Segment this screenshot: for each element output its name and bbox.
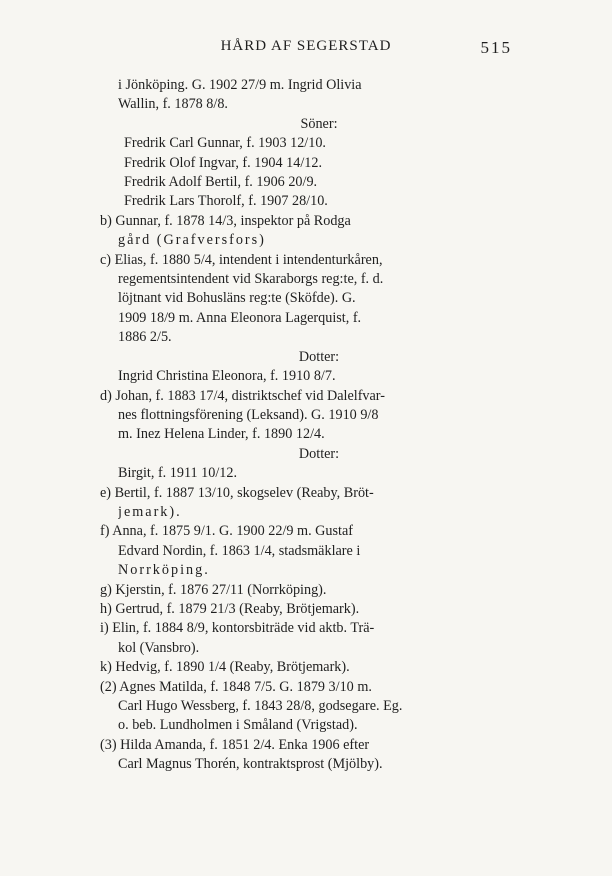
text-line: e) Bertil, f. 1887 13/10, skogselev (Reaby, Bröt- (100, 484, 374, 501)
text-line: 1886 2/5. (118, 329, 172, 346)
text-line: Carl Hugo Wessberg, f. 1843 28/8, godsegare. Eg. (118, 698, 403, 714)
text-line: Fredrik Adolf Bertil, f. 1906 20/9. (124, 174, 318, 191)
text-line: Norrköping. (118, 562, 210, 579)
text-line: kol (Vansbro). (118, 639, 200, 656)
section-heading: Dotter: (298, 445, 340, 462)
text-line: Carl Magnus Thorén, kontraktsprost (Mjölby). (118, 756, 383, 773)
text-line: regementsintendent vid Skaraborgs reg:te, f. d. (118, 271, 384, 288)
text-line: (3) Hilda Amanda, f. 1851 2/4. Enka 1906 efter (100, 736, 370, 753)
text-line: Fredrik Carl Gunnar, f. 1903 12/10. (124, 135, 326, 152)
text-line: c) Elias, f. 1880 5/4, intendent i intendenturkåren, (100, 251, 383, 268)
text-line: h) Gertrud, f. 1879 21/3 (Reaby, Brötjemark). (100, 600, 360, 617)
text-line: jemark). (118, 503, 182, 520)
text-line: Birgit, f. 1911 10/12. (118, 465, 238, 482)
text-line: m. Inez Helena Linder, f. 1890 12/4. (118, 426, 325, 443)
text-line: (2) Agnes Matilda, f. 1848 7/5. G. 1879 3/10 m. (100, 678, 372, 695)
text-line: b) Gunnar, f. 1878 14/3, inspektor på Rodga (100, 212, 351, 229)
text-line: k) Hedvig, f. 1890 1/4 (Reaby, Brötjemark). (100, 659, 350, 676)
text-line: Edvard Nordin, f. 1863 1/4, stadsmäklare i (118, 542, 361, 559)
page-number: 515 (480, 38, 512, 57)
section-heading: Söner: (300, 115, 338, 132)
text-line: d) Johan, f. 1883 17/4, distriktschef vid Dalelfvar- (100, 387, 385, 404)
text-line: Wallin, f. 1878 8/8. (118, 96, 228, 113)
text-line: 1909 18/9 m. Anna Eleonora Lagerquist, f. (118, 309, 362, 326)
text-line: löjtnant vid Bohusläns reg:te (Sköfde). G. (118, 290, 356, 307)
text-line: i Jönköping. G. 1902 27/9 m. Ingrid Olivia (118, 77, 362, 93)
text-line: Ingrid Christina Eleonora, f. 1910 8/7. (118, 368, 336, 385)
text-line: gård (Grafversfors) (118, 232, 266, 249)
text-line: Fredrik Olof Ingvar, f. 1904 14/12. (124, 154, 323, 171)
section-heading: Dotter: (298, 348, 340, 365)
page-title: HÅRD AF SEGERSTAD (220, 38, 392, 54)
text-line: g) Kjerstin, f. 1876 27/11 (Norrköping). (100, 581, 327, 598)
page-header (0, 26, 612, 66)
genealogy-text (100, 76, 520, 775)
text-line: nes flottningsförening (Leksand). G. 1910 9/8 (118, 406, 379, 423)
text-line: i) Elin, f. 1884 8/9, kontorsbiträde vid aktb. Trä- (100, 620, 375, 637)
text-line: o. beb. Lundholmen i Småland (Vrigstad). (118, 717, 358, 734)
text-line: Fredrik Lars Thorolf, f. 1907 28/10. (124, 193, 328, 210)
text-line: f) Anna, f. 1875 9/1. G. 1900 22/9 m. Gustaf (100, 523, 353, 540)
